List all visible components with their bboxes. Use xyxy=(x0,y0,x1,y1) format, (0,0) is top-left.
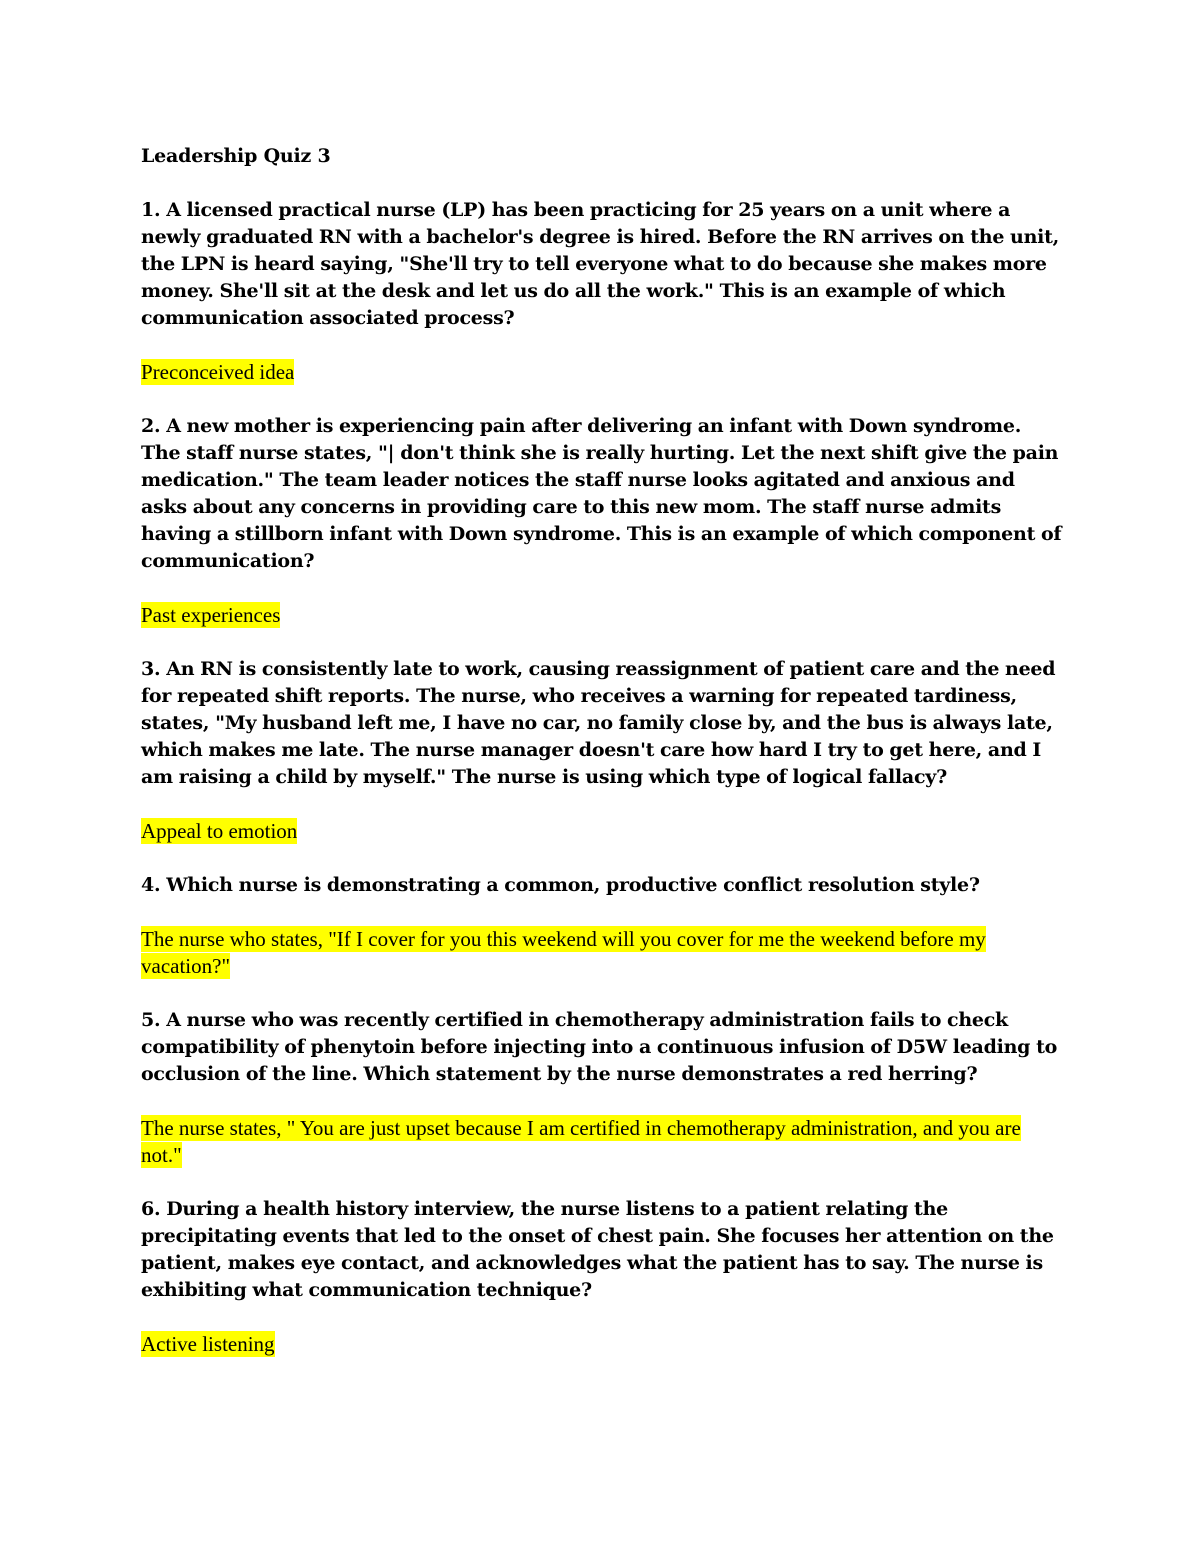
quiz-item-2 xyxy=(141,413,1066,629)
answer-2 xyxy=(141,602,1066,629)
answer-4 xyxy=(141,926,1066,980)
answer-3 xyxy=(141,818,1066,845)
answer-5-highlight: The nurse states, " You are just upset because I am certified in chemotherapy administration, and you are not." xyxy=(141,1116,1021,1167)
answer-5 xyxy=(141,1115,1066,1169)
quiz-item-3 xyxy=(141,656,1066,845)
answer-3-highlight: Appeal to emotion xyxy=(141,819,298,843)
answer-6 xyxy=(141,1331,1066,1358)
document-title: Leadership Quiz 3 xyxy=(141,145,331,167)
answer-1 xyxy=(141,359,1066,386)
answer-6-highlight: Active listening xyxy=(141,1332,275,1356)
quiz-item-4 xyxy=(141,872,1066,980)
question-6: 6. During a health history interview, the nurse listens to a patient relating the precipitating events that led to the onset of chest pain. She focuses her attention on the patient, makes eye contact, and acknowledges what the patient has to say. The nurse is exhibiting what communication technique? xyxy=(141,1198,1054,1301)
question-3: 3. An RN is consistently late to work, causing reassignment of patient care and the need for repeated shift reports. The nurse, who receives a warning for repeated tardiness, states, "My husband left me, I have no car, no family close by, and the bus is always late, which makes me late. The nurse manager doesn't care how hard I try to get here, and I am raising a child by myself." The nurse is using which type of logical fallacy? xyxy=(141,658,1056,788)
question-1: 1. A licensed practical nurse (LP) has been practicing for 25 years on a unit where a newly graduated RN with a bachelor's degree is hired. Before the RN arrives on the unit, the LPN is heard saying, "She'll try to tell everyone what to do because she makes more money. She'll sit at the desk and let us do all the work." This is an example of which communication associated process? xyxy=(141,199,1060,329)
question-2: 2. A new mother is experiencing pain after delivering an infant with Down syndrome. The staff nurse states, "| don't think she is really hurting. Let the next shift give the pain medication." The team leader notices the staff nurse looks agitated and anxious and asks about any concerns in providing care to this new mom. The staff nurse admits having a stillborn infant with Down syndrome. This is an example of which component of communication? xyxy=(141,415,1062,572)
document-page xyxy=(141,143,1066,1385)
quiz-item-5 xyxy=(141,1007,1066,1169)
answer-2-highlight: Past experiences xyxy=(141,603,281,627)
question-4: 4. Which nurse is demonstrating a common, productive conflict resolution style? xyxy=(141,874,980,896)
answer-4-highlight: The nurse who states, "If I cover for you this weekend will you cover for me the weekend before my vacation?" xyxy=(141,927,986,978)
answer-1-highlight: Preconceived idea xyxy=(141,360,295,384)
quiz-item-1 xyxy=(141,197,1066,386)
quiz-item-6 xyxy=(141,1196,1066,1358)
question-5: 5. A nurse who was recently certified in chemotherapy administration fails to check compatibility of phenytoin before injecting into a continuous infusion of D5W leading to occlusion of the line. Which statement by the nurse demonstrates a red herring? xyxy=(141,1009,1058,1085)
